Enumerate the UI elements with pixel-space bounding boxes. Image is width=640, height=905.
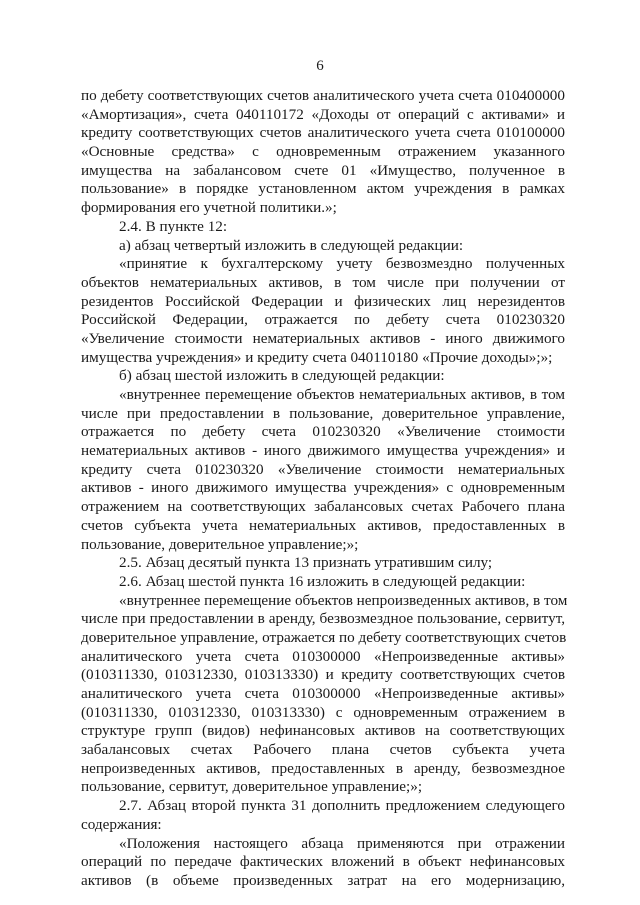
text-line: аналитического учета счета 010300000 «Непроизведенные активы» bbox=[81, 685, 565, 702]
text-line: имущества на забалансовом счете 01 «Имущество, полученное в bbox=[81, 161, 565, 179]
text-line: нематериальных активов - иного движимого имущества учреждения» и bbox=[81, 442, 565, 460]
text-line: «принятие к бухгалтерскому учету безвозмездно полученных bbox=[119, 255, 565, 273]
text-line: б) абзац шестой изложить в следующей редакции: bbox=[119, 367, 445, 385]
text-line: пользование, сервитут, доверительное управление;»; bbox=[81, 778, 423, 796]
text-line: отражением на соответствующих забалансовых счетах Рабочего плана bbox=[81, 498, 565, 516]
text-line: кредиту соответствующих счетов аналитического учета счета 010100000 bbox=[81, 124, 565, 142]
text-line: забалансовых счетах Рабочего плана счетов субъекта учета bbox=[81, 741, 565, 759]
text-line: по дебету соответствующих счетов аналитического учета счета 010400000 bbox=[81, 87, 565, 104]
text-line: (010311330, 010312330, 010313330) и кредиту соответствующих счетов bbox=[81, 666, 565, 684]
text-line: операций по передаче фактических вложений в объект нефинансовых bbox=[81, 853, 565, 871]
text-line: доверительное управление, отражается по дебету соответствующих счетов bbox=[81, 628, 567, 646]
text-line: числе при предоставлении в пользование, доверительное управление, bbox=[81, 404, 565, 422]
text-line: пользование» в порядке установленном актом учреждения в рамках bbox=[81, 180, 565, 198]
text-line: «Амортизация», счета 040110172 «Доходы от операций с активами» и bbox=[81, 105, 565, 123]
text-line: резидентов Российской Федерации и физических лиц нерезидентов bbox=[81, 292, 565, 310]
text-line: активов (в объеме произведенных затрат на его модернизацию, bbox=[81, 871, 565, 889]
page-number: 6 bbox=[316, 58, 324, 74]
text-line: аналитического учета счета 010300000 «Непроизведенные активы» bbox=[81, 647, 565, 665]
text-line: формирования его учетной политики.»; bbox=[81, 199, 337, 217]
text-line: «Основные средства» с одновременным отражением указанного bbox=[81, 143, 565, 161]
text-line: (010311330, 010312330, 010313330) с одновременным отражением в bbox=[81, 703, 565, 721]
text-line: «внутреннее перемещение объектов непроизведенных активов, в том bbox=[119, 591, 568, 609]
text-line: а) абзац четвертый изложить в следующей редакции: bbox=[119, 236, 464, 254]
text-line: 2.7. Абзац второй пункта 31 дополнить предложением следующего bbox=[119, 797, 565, 815]
text-line: объектов нематериальных активов, в том числе при получении от bbox=[81, 273, 565, 291]
text-line: «Положения настоящего абзаца применяются при отражении bbox=[119, 834, 565, 852]
text-line: структуре групп (видов) нефинансовых активов на соответствующих bbox=[81, 722, 565, 740]
text-line: имущества учреждения» и кредиту счета 040110180 «Прочие доходы»;»; bbox=[81, 348, 553, 366]
text-line: счетов субъекта учета нематериальных активов, предоставленных в bbox=[81, 516, 565, 534]
text-line: активов - иного движимого имущества учреждения» с одновременным bbox=[81, 479, 565, 497]
text-line: отражается по дебету счета 010230320 «Увеличение стоимости bbox=[81, 423, 565, 441]
text-line: «внутреннее перемещение объектов нематериальных активов, в том bbox=[119, 386, 565, 403]
text-line: Российской Федерации, отражается по дебету счета 010230320 bbox=[81, 311, 565, 329]
text-line: содержания: bbox=[81, 815, 162, 833]
text-line: 2.6. Абзац шестой пункта 16 изложить в следующей редакции: bbox=[119, 572, 526, 590]
text-line: кредиту счета 010230320 «Увеличение стоимости нематериальных bbox=[81, 460, 565, 478]
text-line: «Увеличение стоимости нематериальных активов - иного движимого bbox=[81, 329, 565, 347]
document-body bbox=[81, 87, 568, 891]
text-line: пользование, доверительное управление;»; bbox=[81, 535, 359, 553]
text-line: числе при предоставлении в аренду, безвозмездное пользование, сервитут, bbox=[81, 610, 565, 628]
text-line: 2.4. В пункте 12: bbox=[119, 217, 228, 235]
text-line: непроизведенных активов, предоставленных в аренду, безвозмездное bbox=[81, 759, 565, 777]
text-line: 2.5. Абзац десятый пункта 13 признать утратившим силу; bbox=[119, 554, 493, 572]
